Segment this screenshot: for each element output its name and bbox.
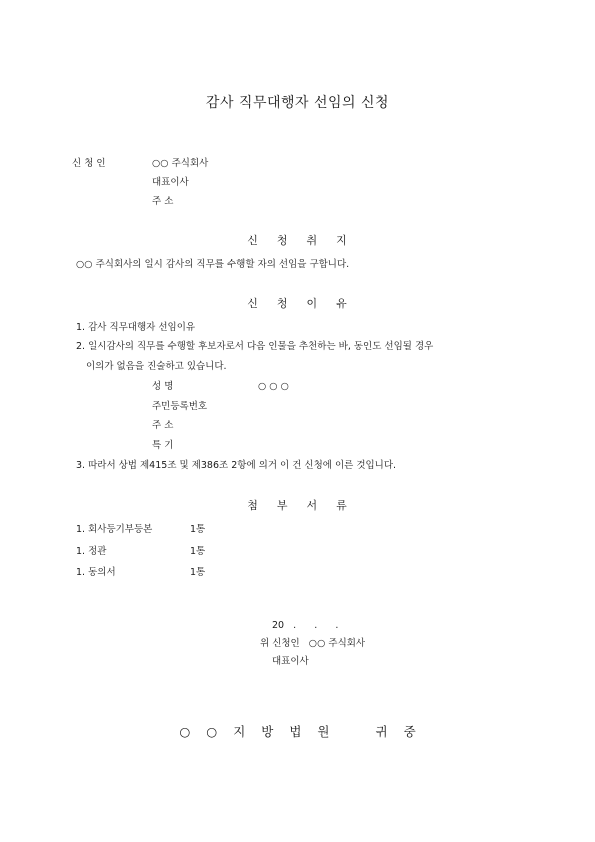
reason-item-1: 1. 감사 직무대행자 선임이유 bbox=[76, 322, 196, 333]
court-char: 방 bbox=[261, 724, 274, 739]
candidate-name-value: ○ ○ ○ bbox=[258, 381, 289, 392]
heading-char: 첨 bbox=[247, 499, 259, 512]
attachment-name: 1. 정관 bbox=[76, 546, 107, 557]
document-title: 감사 직무대행자 선임의 신청 bbox=[205, 95, 390, 111]
attachment-name: 1. 회사등기부등본 bbox=[76, 524, 153, 535]
candidate-name-label: 성 명 bbox=[152, 381, 174, 392]
heading-char: 청 bbox=[276, 234, 289, 247]
reason-item-3: 3. 따라서 상법 제415조 및 제386조 2항에 의거 이 건 신청에 이른 것입니다. bbox=[76, 460, 397, 471]
applicant-address: 주 소 bbox=[152, 196, 174, 207]
candidate-id-label: 주민등록번호 bbox=[152, 401, 208, 412]
heading-char: 이 bbox=[306, 297, 319, 310]
applicant-label: 신 청 인 bbox=[72, 158, 106, 169]
signature-date: 20 . . . bbox=[272, 620, 339, 631]
court-char: 법 bbox=[289, 724, 302, 739]
applicant-representative: 대표이사 bbox=[152, 177, 189, 188]
court-char: ○ bbox=[206, 724, 218, 739]
court-char: 귀 bbox=[375, 724, 388, 739]
court-char: 중 bbox=[403, 724, 416, 739]
purpose-heading bbox=[0, 232, 595, 248]
court-suffix bbox=[368, 722, 424, 740]
signature-representative: 대표이사 bbox=[272, 656, 309, 667]
candidate-address-label: 주 소 bbox=[152, 420, 174, 431]
heading-char: 류 bbox=[336, 499, 348, 512]
attachment-count: 1통 bbox=[190, 567, 206, 578]
court-char: 지 bbox=[233, 724, 246, 739]
court-addressee bbox=[0, 722, 595, 740]
signature-applicant: 위 신청인 ○○ 주식회사 bbox=[260, 638, 366, 649]
attachments-heading bbox=[0, 497, 595, 513]
heading-char: 취 bbox=[306, 234, 319, 247]
court-char: ○ bbox=[179, 724, 191, 739]
court-char: 원 bbox=[317, 724, 330, 739]
reason-heading bbox=[0, 295, 595, 311]
attachment-name: 1. 동의서 bbox=[76, 567, 116, 578]
court-name bbox=[171, 722, 337, 740]
heading-char: 부 bbox=[276, 499, 289, 512]
attachment-count: 1통 bbox=[190, 546, 206, 557]
applicant-company: ○○ 주식회사 bbox=[152, 158, 209, 169]
candidate-notes-label: 특 기 bbox=[152, 440, 174, 451]
heading-char: 서 bbox=[306, 499, 319, 512]
purpose-text: ○○ 주식회사의 일시 감사의 직무를 수행할 자의 선임을 구합니다. bbox=[76, 259, 350, 270]
heading-char: 신 bbox=[247, 297, 259, 310]
reason-item-2-line1: 2. 일시감사의 직무를 수행할 후보자로서 다음 인물을 추천하는 바, 동인도 선임될 경우 bbox=[76, 341, 434, 352]
heading-char: 신 bbox=[247, 234, 259, 247]
heading-char: 청 bbox=[276, 297, 289, 310]
reason-item-2-line2: 이의가 없음을 진술하고 있습니다. bbox=[86, 361, 227, 372]
heading-char: 유 bbox=[336, 297, 348, 310]
heading-char: 지 bbox=[336, 234, 348, 247]
attachment-count: 1통 bbox=[190, 524, 206, 535]
